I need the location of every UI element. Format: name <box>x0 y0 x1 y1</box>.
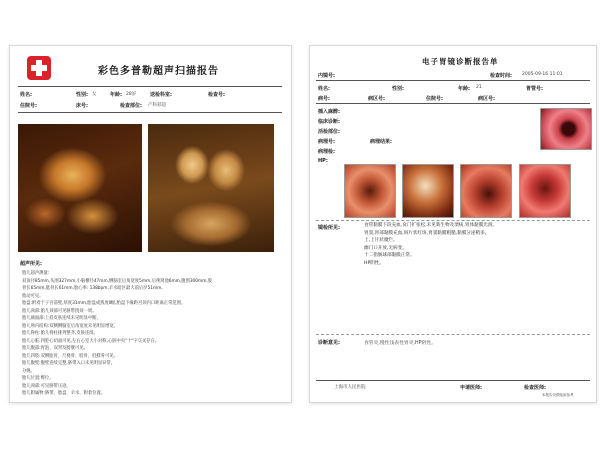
findings-line: 胎儿腹部:胃泡、双肾及膀胱可见。 <box>22 346 88 351</box>
rr-info-label: 病理结果: <box>370 139 392 145</box>
fetal-3d-ultrasound-image-1 <box>18 124 142 252</box>
lr-exam-no-label: 检查号: <box>208 92 225 98</box>
findings-line: 胎儿腹壁:腹壁连续完整,脐带入口未见明显异常。 <box>22 361 116 366</box>
title-divider <box>18 86 282 87</box>
findings-line: 胎儿颈部:胎儿颈部可见脐带绕颈一周。 <box>22 308 97 314</box>
findings-line: 胎儿脊柱:胎儿脊柱排列整齐,皮肤连续。 <box>22 331 98 336</box>
findings-line: 胎动可见。 <box>22 293 44 299</box>
findings-line: 上,上片状糜烂。 <box>364 238 398 243</box>
findings-line: HP阴性。 <box>364 260 385 266</box>
rr-sex-label: 性别: <box>392 86 404 92</box>
rr-info-label: 临床诊断: <box>318 119 340 125</box>
rr-tube-label: 胃管号: <box>526 86 543 92</box>
ultrasound-findings-text <box>22 270 284 398</box>
rr-findings-label: 镜检所见: <box>318 225 340 231</box>
findings-heading: 超声所见: <box>20 261 42 267</box>
rr-top-divider <box>316 80 590 81</box>
rr-age-value: 21 <box>476 85 482 90</box>
rr-info-label: HP: <box>318 158 328 164</box>
rr-hospital-name: 上海市人民医院 <box>334 385 366 390</box>
findings-line: 骨长65mm,肱骨长61mm,胎心率: 138bpm,羊水暗区最大前后径51mm。 <box>22 286 166 291</box>
endoscopy-image-1 <box>344 164 396 218</box>
gastroscopy-report-title: 电子胃镜诊断报告单 <box>422 57 499 66</box>
lr-inpatient-label: 住院号: <box>20 103 37 109</box>
rr-findings-divider <box>316 220 590 221</box>
rr-name-label: 姓名: <box>318 86 330 92</box>
findings-line: 分娩。 <box>22 368 35 374</box>
rr-patient-no-label: 病号: <box>318 96 330 102</box>
lr-sex-label: 性别: <box>76 92 88 98</box>
findings-line: 幽门口开放,无病变。 <box>364 245 407 251</box>
findings-line: 胎儿超声测量: <box>22 271 50 276</box>
lr-age-label: 年龄: <box>110 92 122 98</box>
findings-line: 十二指肠球部黏膜正常。 <box>364 253 415 258</box>
findings-line: 胎儿颅内结构:双侧侧脑室后角宽度未见明显增宽。 <box>22 323 118 329</box>
endoscopy-image-2 <box>402 164 454 218</box>
findings-line: 胎盘:附着于子宫前壁,厚度31mm,胎盘成熟度Ⅱ级,胎盘下缘距宫颈内口距离正常范围。 <box>22 301 186 306</box>
lr-site-label: 检查部位: <box>120 103 142 109</box>
rr-exam-time-value: 2005-09-16 11:01 <box>522 72 563 77</box>
findings-line: 胎儿颈部:可见脐带压迹。 <box>22 383 71 389</box>
lr-sex-value: 女 <box>92 92 97 97</box>
header-divider <box>18 112 282 113</box>
ultrasound-report-title: 彩色多普勒超声扫描报告 <box>98 66 219 77</box>
rr-info-label: 活检部位: <box>318 129 340 135</box>
rr-info-label: 病理检: <box>318 149 335 155</box>
findings-line: 胎儿附属物:脐带、胎盘、羊水、附着位置。 <box>22 391 106 396</box>
findings-line: 胎儿心脏:四腔心切面可见,左右心室大小对称,心脏中央"十"字交叉存在。 <box>22 338 160 344</box>
rr-info-label: 插入麻醉: <box>318 109 340 115</box>
rr-info-label: 病理号: <box>318 139 335 145</box>
findings-line: 胎儿位置:臀位。 <box>22 376 54 381</box>
rr-diagnosis-value: 食管炎,慢性浅表性胃炎,HP阴性。 <box>364 341 436 346</box>
rr-inpatient-label: 住院号: <box>426 96 443 102</box>
rr-footer-divider <box>316 380 590 381</box>
findings-line: 胎儿颜面部:上唇皮肤连续未见明显中断。 <box>22 316 101 321</box>
lr-dept-label: 送检科室: <box>150 92 172 98</box>
endoscopy-image-main <box>540 108 592 150</box>
rr-diagnosis-divider <box>316 334 590 335</box>
rr-ward-label: 病区号: <box>368 96 385 102</box>
ultrasound-report-page <box>9 45 292 403</box>
findings-line: 双顶径85mm,头围327mm,小脑横径47mm,侧脑室后角宽度5mm,后颅窝池6mm,腹围300mm,股 <box>22 278 213 284</box>
findings-line: 胃窦,胃部黏膜充血,斑片状红斑,胃窦黏膜粗糙,黏膜分泌稍多, <box>364 230 487 236</box>
rr-exam-time-label: 检查时间: <box>490 73 512 79</box>
red-cross-logo-icon <box>27 56 51 80</box>
rr-exam-doctor-label: 检查医师: <box>524 385 546 391</box>
findings-line: 食管黏膜下段充血,贲门扩张松,未见新生物及溃疡,胃体黏膜光滑。 <box>364 223 498 228</box>
lr-site-value: 产科彩超 <box>148 103 166 108</box>
rr-header-divider <box>316 103 590 104</box>
rr-age-label: 年龄: <box>458 86 470 92</box>
lr-age-value: 28岁 <box>126 92 137 97</box>
fetal-3d-ultrasound-image-2 <box>148 124 274 252</box>
rr-diagnosis-label: 诊断意见: <box>318 340 340 346</box>
endoscopy-image-4 <box>519 164 571 218</box>
lr-name-label: 姓名: <box>20 92 32 98</box>
gastroscopy-report-page <box>309 45 597 403</box>
rr-ward2-label: 病区号: <box>478 96 495 102</box>
rr-endoscope-no-label: 内镜号: <box>318 73 335 79</box>
rr-request-doctor-label: 申请医师: <box>460 385 482 391</box>
findings-line: 胎儿四肢:双侧肱骨、尺桡骨、股骨、胫腓骨可见。 <box>22 353 118 359</box>
endoscopy-image-3 <box>460 164 512 218</box>
lr-bed-label: 床号: <box>76 103 88 109</box>
gastroscopy-findings-text <box>364 222 497 267</box>
rr-footer-note: 本报告仅供临床参考 <box>542 393 574 397</box>
